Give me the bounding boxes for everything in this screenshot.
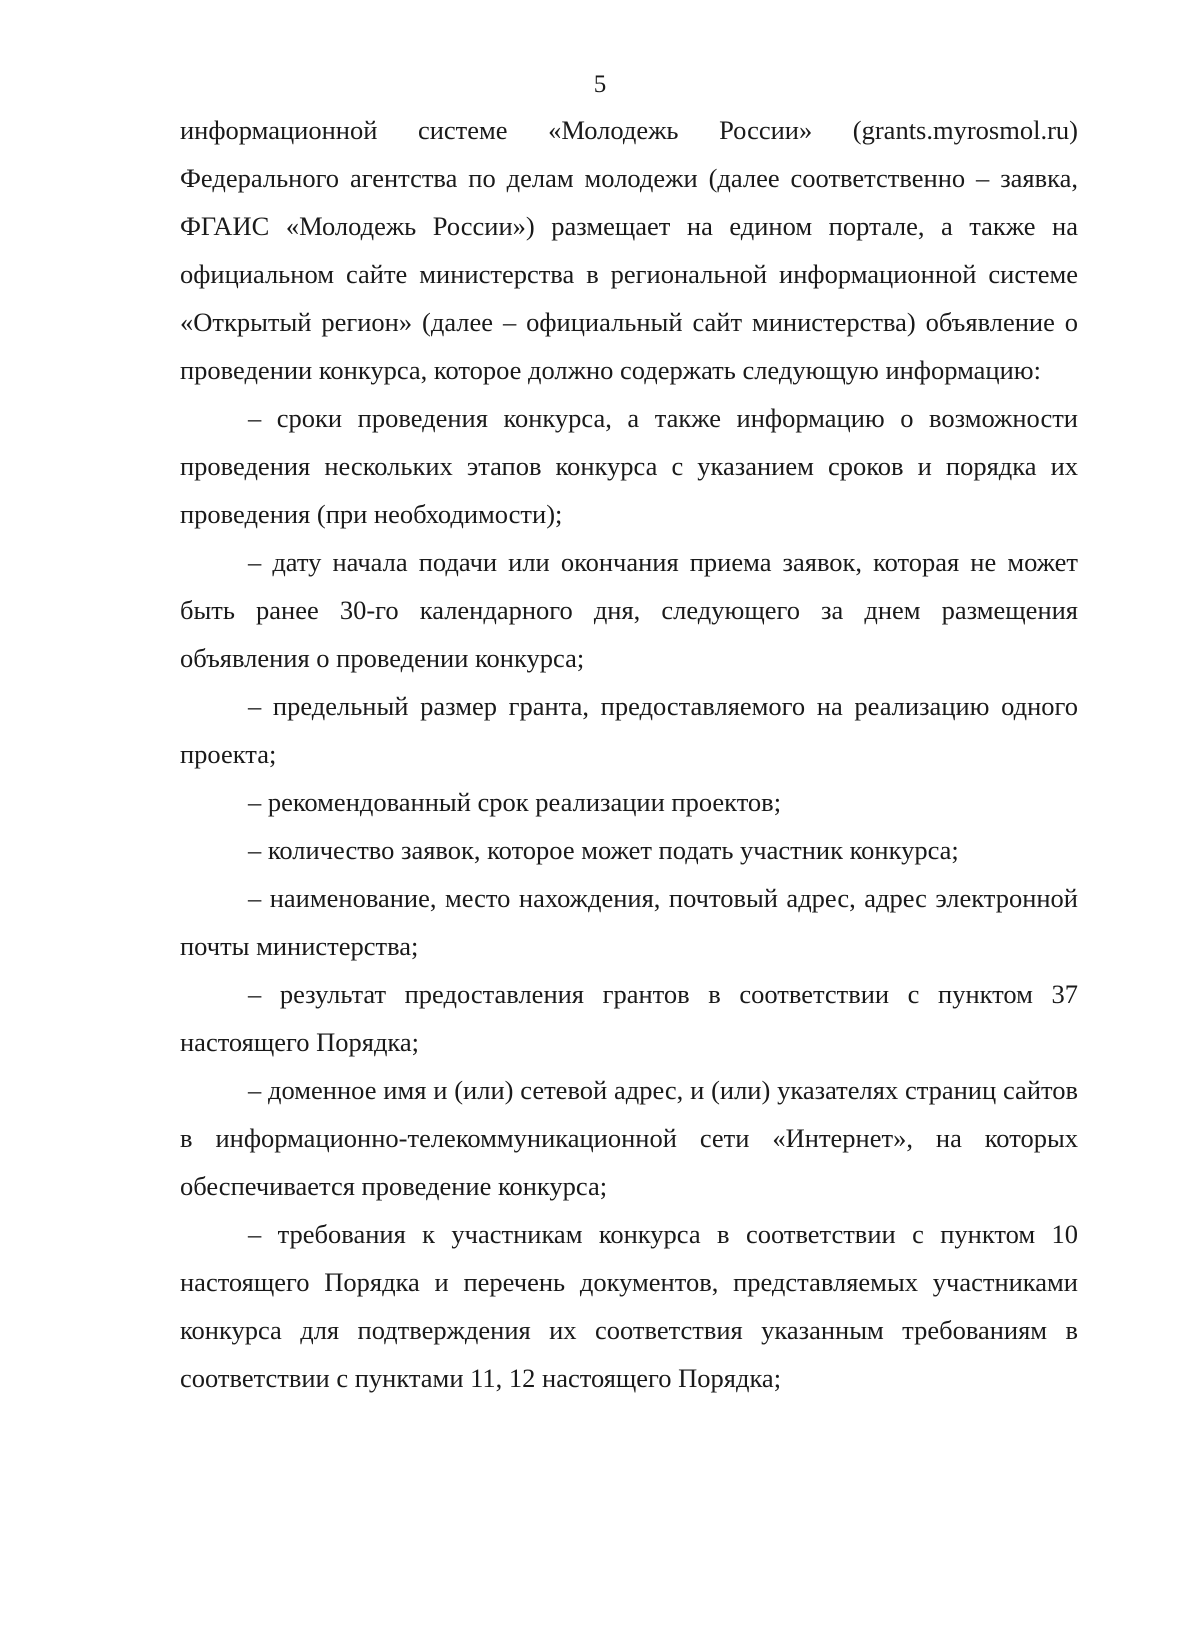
list-item-participant-requirements: – требования к участникам конкурса в соответствии с пунктом 10 настоящего Порядка и перечень документов, представляемых участниками конкурса для подтверждения их соответствия указанным требованиям в соответствии с пунктами 11, 12 настоящего Порядка; bbox=[180, 1219, 1078, 1393]
list-item-domain-name: – доменное имя и (или) сетевой адрес, и (или) указателях страниц сайтов в информационно-телекоммуникационной сети «Интернет», на которых обеспечивается проведение конкурса; bbox=[180, 1075, 1078, 1201]
document-body bbox=[180, 106, 1078, 1402]
list-item-grant-result: – результат предоставления грантов в соответствии с пунктом 37 настоящего Порядка; bbox=[180, 979, 1078, 1057]
page-number: 5 bbox=[593, 71, 607, 98]
list-item-grant-limit: – предельный размер гранта, предоставляемого на реализацию одного проекта; bbox=[180, 691, 1078, 769]
list-item-application-count: – количество заявок, которое может подать участник конкурса; bbox=[248, 835, 959, 865]
paragraph-intro: информационной системе «Молодежь России» (grants.myrosmol.ru) Федерального агентства по делам молодежи (далее соответственно – заявка, ФГАИС «Молодежь России») размещает на едином портале, а также на официальном сайте министерства в региональной информационной системе «Открытый регион» (далее – официальный сайт министерства) объявление о проведении конкурса, которое должно содержать следующую информацию: bbox=[180, 115, 1078, 385]
list-item-ministry-contacts: – наименование, место нахождения, почтовый адрес, адрес электронной почты министерства; bbox=[180, 883, 1078, 961]
list-item-contest-dates: – сроки проведения конкурса, а также информацию о возможности проведения нескольких этапов конкурса с указанием сроков и порядка их проведения (при необходимости); bbox=[180, 403, 1078, 529]
list-item-project-term: – рекомендованный срок реализации проектов; bbox=[248, 787, 782, 817]
list-item-application-dates: – дату начала подачи или окончания приема заявок, которая не может быть ранее 30-го календарного дня, следующего за днем размещения объявления о проведении конкурса; bbox=[180, 547, 1078, 673]
